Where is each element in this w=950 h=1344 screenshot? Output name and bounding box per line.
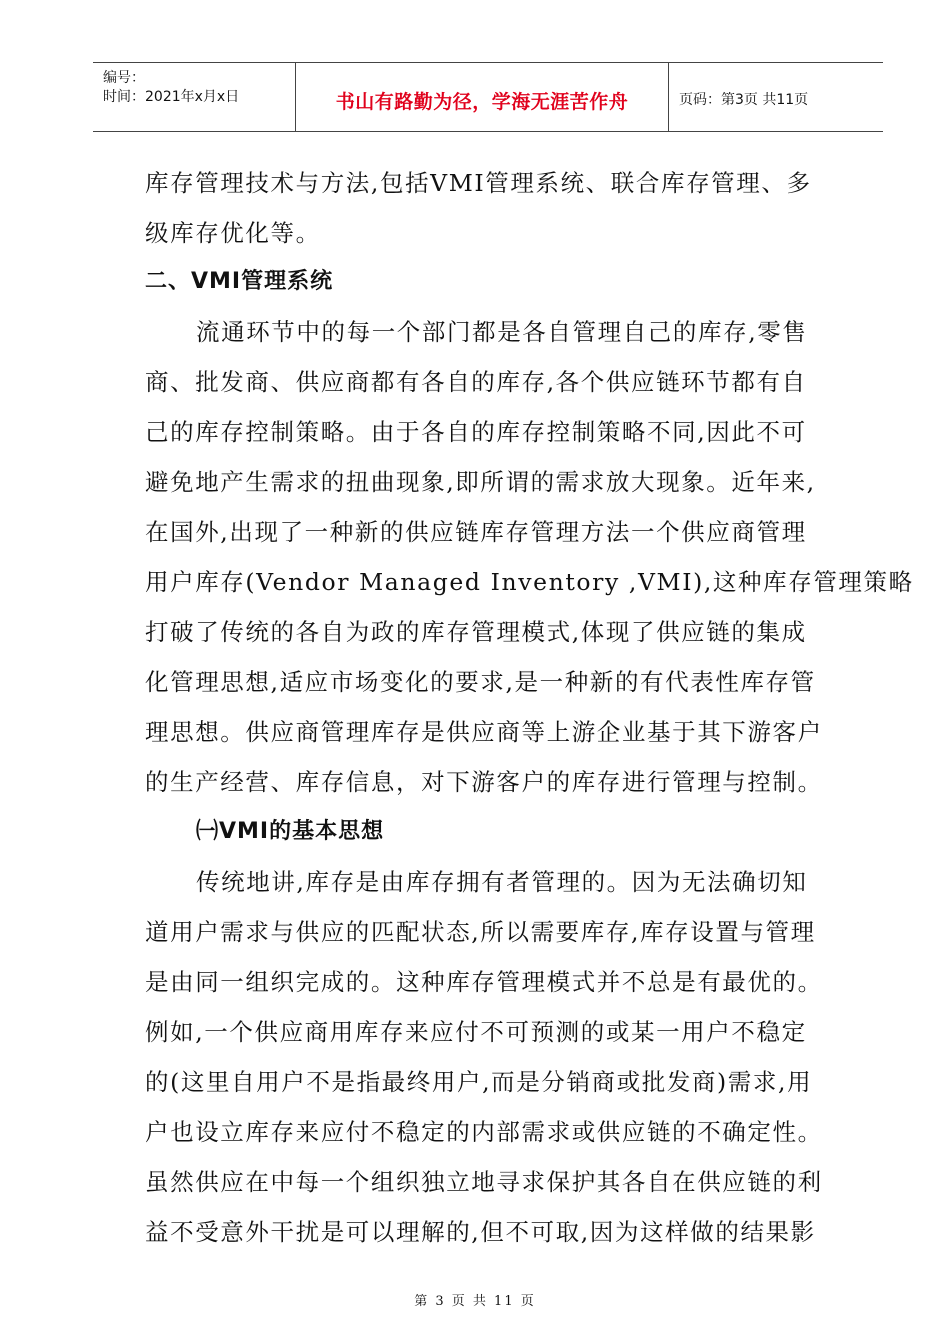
body-line: 在国外,出现了一种新的供应链库存管理方法一个供应商管理 [145, 518, 807, 546]
doc-number-label: 编号： [103, 70, 145, 86]
body-line: 例如,一个供应商用库存来应付不可预测的或某一用户不稳定 [145, 1018, 807, 1046]
body-line: 用户库存(Vendor Managed Inventory ,VMI),这种库存管理策略 [145, 568, 914, 596]
body-line: 避免地产生需求的扭曲现象,即所谓的需求放大现象。近年来, [145, 468, 816, 496]
page-footer: 第 3 页 共 11 页 [414, 1294, 536, 1309]
body-line: 商、批发商、供应商都有各自的库存,各个供应链环节都有自 [145, 368, 807, 396]
body-line: 理思想。供应商管理库存是供应商等上游企业基于其下游客户 [145, 718, 823, 746]
body-line: 流通环节中的每一个部门都是各自管理自己的库存,零售 [196, 318, 808, 346]
page-header [93, 62, 883, 132]
body-line: 户也设立库存来应付不稳定的内部需求或供应链的不确定性。 [145, 1118, 823, 1146]
body-line: 级库存优化等。 [145, 219, 321, 247]
body-line: 是由同一组织完成的。这种库存管理模式并不总是有最优的。 [145, 968, 823, 996]
body-line: 虽然供应在中每一个组织独立地寻求保护其各自在供应链的利 [145, 1168, 823, 1196]
subsection-heading: ㈠VMI的基本思想 [196, 819, 385, 844]
body-line: 打破了传统的各自为政的库存管理模式,体现了供应链的集成 [145, 618, 807, 646]
body-line: 益不受意外干扰是可以理解的,但不可取,因为这样做的结果影 [145, 1218, 816, 1246]
time-label: 时间：2021年x月x日 [103, 89, 240, 105]
body-line: 的生产经营、库存信息，对下游客户的库存进行管理与控制。 [145, 768, 823, 796]
body-line: 传统地讲,库存是由库存拥有者管理的。因为无法确切知 [196, 868, 808, 896]
section-heading: 二、VMI管理系统 [145, 269, 334, 294]
header-page-cell [669, 63, 883, 131]
header-motto-cell [296, 63, 669, 131]
page-info: 页码：第3页 共11页 [679, 92, 809, 108]
body-line: 己的库存控制策略。由于各自的库存控制策略不同,因此不可 [145, 418, 807, 446]
body-line: 道用户需求与供应的匹配状态,所以需要库存,库存设置与管理 [145, 918, 816, 946]
body-line: 的(这里自用户不是指最终用户,而是分销商或批发商)需求,用 [145, 1068, 813, 1096]
header-motto: 书山有路勤为径，学海无涯苦作舟 [335, 91, 629, 113]
body-line: 库存管理技术与方法,包括VMI管理系统、联合库存管理、多 [145, 169, 812, 197]
header-meta-cell [93, 63, 296, 131]
body-line: 化管理思想,适应市场变化的要求,是一种新的有代表性库存管 [145, 668, 816, 696]
